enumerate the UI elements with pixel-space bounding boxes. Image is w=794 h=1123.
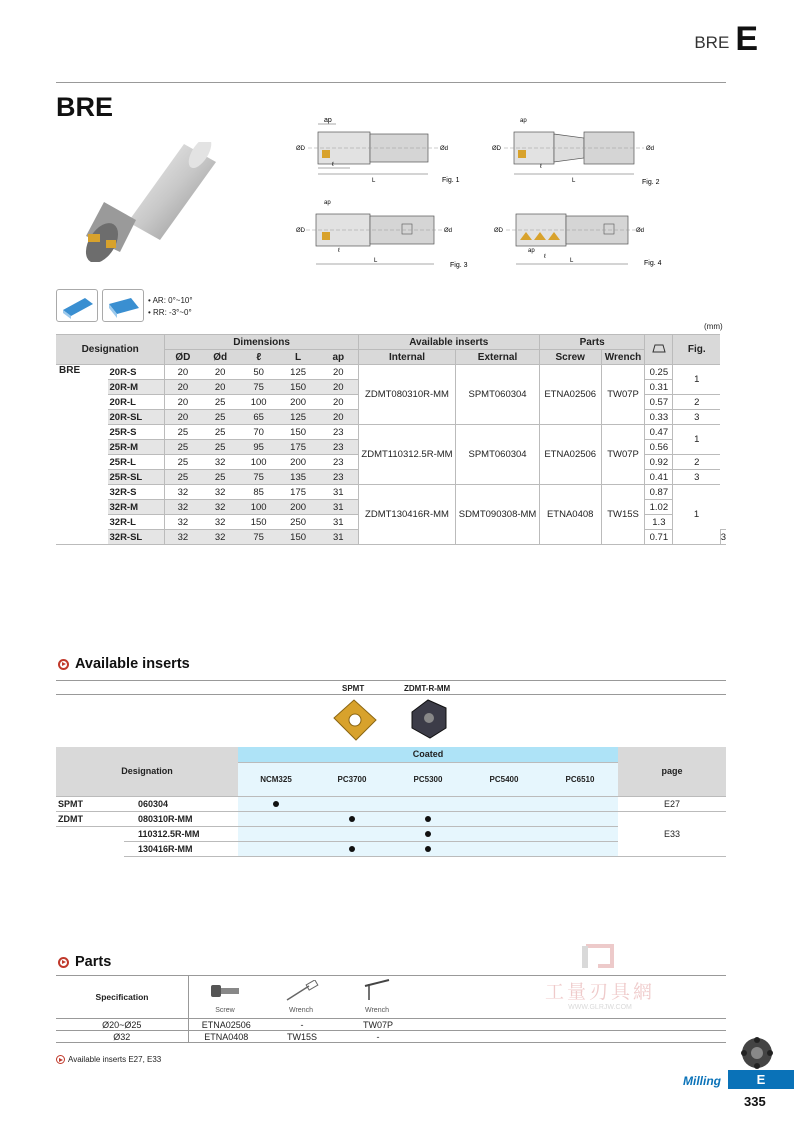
l-cell: 75 xyxy=(240,470,278,485)
grade-cell xyxy=(238,796,314,811)
parts-table xyxy=(56,1018,726,1043)
ap-cell: 31 xyxy=(319,485,358,500)
th-ap: ap xyxy=(319,350,358,365)
fig-cell: 3 xyxy=(673,410,720,425)
inserts-section-title xyxy=(58,656,190,672)
ap-cell: 31 xyxy=(319,530,358,545)
th-odd: Ød xyxy=(200,350,239,365)
insert-row xyxy=(56,811,726,826)
grade-cell xyxy=(238,826,314,841)
l-cell: 150 xyxy=(240,515,278,530)
od-cell: 20 xyxy=(165,410,201,425)
l-cell: 95 xyxy=(240,440,278,455)
page-cell: E27 xyxy=(618,796,726,811)
grade-cell xyxy=(314,796,390,811)
wrench-cell: TW07P xyxy=(601,425,645,485)
internal-cell: ZDMT080310R-MM xyxy=(358,365,456,425)
L-cell: 250 xyxy=(277,515,318,530)
grade-header: NCM325 xyxy=(238,762,314,796)
odd-cell: 25 xyxy=(200,395,239,410)
wrench-label-2: Wrench xyxy=(365,1007,389,1014)
radial-rake-text: • RR: -3°~0° xyxy=(148,308,192,317)
fig-cell: 1 xyxy=(673,485,720,545)
th-parts: Parts xyxy=(539,335,645,350)
insert-code: 060304 xyxy=(124,796,238,811)
fig4-od: ØD xyxy=(494,228,503,234)
unit-label: (mm) xyxy=(704,322,723,331)
fig4-odd: Ød xyxy=(636,228,645,234)
internal-cell: ZDMT130416R-MM xyxy=(358,485,456,545)
screw-icon xyxy=(207,980,243,1002)
grade-cell xyxy=(314,811,390,826)
th-L: L xyxy=(277,350,318,365)
screw-cell: ETNA0408 xyxy=(188,1031,264,1043)
zdmt-insert-image xyxy=(406,698,452,740)
watermark-cn: 工量刃具網 xyxy=(544,982,655,1003)
od-cell: 25 xyxy=(165,455,201,470)
spec-row xyxy=(56,425,726,440)
L-cell: 150 xyxy=(277,530,318,545)
designation-cell: 25R-SL xyxy=(108,470,165,485)
insert-type xyxy=(56,841,124,856)
l-cell: 100 xyxy=(240,500,278,515)
ap-cell: 23 xyxy=(319,470,358,485)
wrench-label-1: Wrench xyxy=(289,1007,313,1014)
od-cell: 25 xyxy=(165,470,201,485)
axial-rake-text: • AR: 0°~10° xyxy=(148,296,193,305)
designation-cell: 32R-SL xyxy=(108,530,165,545)
footer-category: Milling xyxy=(683,1074,721,1088)
fig1-ap: ap xyxy=(324,117,332,124)
ap-cell: 31 xyxy=(319,515,358,530)
insert-row xyxy=(56,796,726,811)
spec-table xyxy=(56,334,726,545)
insert-label-spmt: SPMT xyxy=(342,684,365,693)
l-cell: 75 xyxy=(240,530,278,545)
fig4-label: Fig. 4 xyxy=(644,260,662,267)
odd-cell: 25 xyxy=(200,410,239,425)
weight-cell: 0.71 xyxy=(645,530,673,545)
grade-cell xyxy=(314,826,390,841)
parts-spec-header: Specification xyxy=(95,992,149,1002)
footer-letter-tab: E xyxy=(728,1070,794,1089)
header-rule xyxy=(56,82,726,83)
wrench-cell: TW15S xyxy=(264,1031,340,1043)
technical-drawings xyxy=(294,112,674,272)
screw-cell: ETNA0408 xyxy=(539,485,601,545)
designation-cell: 25R-S xyxy=(108,425,165,440)
screw-cell: ETNA02506 xyxy=(539,425,601,485)
rake-angles xyxy=(148,295,193,319)
L-cell: 200 xyxy=(277,455,318,470)
availability-dot xyxy=(349,846,355,852)
inserts-top-rule xyxy=(56,680,726,681)
ins-th-designation: Designation xyxy=(56,747,238,796)
L-cell: 135 xyxy=(277,470,318,485)
th-fig: Fig. xyxy=(673,335,720,365)
L-cell: 200 xyxy=(277,500,318,515)
page-number: 335 xyxy=(744,1094,766,1109)
page-title: BRE xyxy=(56,92,114,122)
th-l: ℓ xyxy=(240,350,278,365)
grade-header: PC5300 xyxy=(390,762,466,796)
fig4-L: L xyxy=(570,258,574,264)
wrench-part-2 xyxy=(352,978,402,1014)
fig3-ap: ap xyxy=(324,200,331,206)
inserts-label-rule xyxy=(56,694,726,695)
grade-cell xyxy=(466,811,542,826)
odd-cell: 25 xyxy=(200,440,239,455)
section-letter: E xyxy=(735,20,758,58)
od-cell: 32 xyxy=(165,530,201,545)
l-cell: 100 xyxy=(240,395,278,410)
fig2-L: L xyxy=(572,178,576,184)
ap-cell: 20 xyxy=(319,380,358,395)
spmt-insert-image xyxy=(330,698,380,742)
empty-cell xyxy=(416,1031,726,1043)
weight-cell: 0.56 xyxy=(645,440,673,455)
L-cell: 175 xyxy=(277,485,318,500)
footnote-arrow-icon xyxy=(56,1055,65,1064)
th-internal: Internal xyxy=(358,350,456,365)
grade-header: PC6510 xyxy=(542,762,618,796)
fig4-l: ℓ xyxy=(544,254,546,260)
ins-th-page: page xyxy=(618,747,726,796)
insert-code: 110312.5R-MM xyxy=(124,826,238,841)
grade-cell xyxy=(466,796,542,811)
grade-cell xyxy=(314,841,390,856)
wrench-cell: TW07P xyxy=(601,365,645,425)
external-cell: SPMT060304 xyxy=(456,425,540,485)
weight-icon xyxy=(645,335,673,365)
fig1-L: L xyxy=(372,178,376,184)
fig-cell: 2 xyxy=(673,455,720,470)
wrench-cell: TW15S xyxy=(601,485,645,545)
section-code xyxy=(694,22,758,56)
od-cell: 25 xyxy=(165,425,201,440)
inserts-table xyxy=(56,747,726,857)
spec-cell: Ø32 xyxy=(56,1031,188,1043)
availability-dot xyxy=(425,831,431,837)
designation-cell: 20R-SL xyxy=(108,410,165,425)
ap-cell: 23 xyxy=(319,440,358,455)
fig1-l: ℓ xyxy=(332,162,334,168)
grade-cell xyxy=(390,811,466,826)
odd-cell: 20 xyxy=(200,380,239,395)
odd-cell: 32 xyxy=(200,500,239,515)
grade-cell xyxy=(390,796,466,811)
grade-cell xyxy=(542,841,618,856)
figure-3 xyxy=(296,200,468,269)
designation-cell: 25R-M xyxy=(108,440,165,455)
spec-row xyxy=(56,485,726,500)
insert-type xyxy=(56,826,124,841)
availability-dot xyxy=(349,816,355,822)
ap-cell: 20 xyxy=(319,365,358,380)
grade-cell xyxy=(466,841,542,856)
designation-cell: 25R-L xyxy=(108,455,165,470)
fig2-od: ØD xyxy=(492,146,501,152)
fig3-odd: Ød xyxy=(444,228,453,234)
L-cell: 125 xyxy=(277,365,318,380)
footnote xyxy=(56,1055,161,1064)
weight-cell: 0.57 xyxy=(645,395,673,410)
od-cell: 32 xyxy=(165,485,201,500)
internal-cell: ZDMT110312.5R-MM xyxy=(358,425,456,485)
section-arrow-icon xyxy=(58,659,69,670)
grade-cell xyxy=(238,811,314,826)
grade-cell xyxy=(542,811,618,826)
screw-label: Screw xyxy=(215,1007,235,1014)
wrench-cell: - xyxy=(264,1019,340,1031)
l-cell: 65 xyxy=(240,410,278,425)
L-cell: 200 xyxy=(277,395,318,410)
th-designation: Designation xyxy=(56,335,165,365)
designation-cell: 20R-M xyxy=(108,380,165,395)
fig1-odd: Ød xyxy=(440,146,449,152)
th-screw: Screw xyxy=(539,350,601,365)
empty-cell xyxy=(416,1019,726,1031)
weight-cell: 0.31 xyxy=(645,380,673,395)
th-dimensions: Dimensions xyxy=(165,335,358,350)
grade-cell xyxy=(390,841,466,856)
ap-cell: 23 xyxy=(319,425,358,440)
axial-rake-icon xyxy=(56,289,98,322)
fig-cell: 2 xyxy=(673,395,720,410)
L-cell: 125 xyxy=(277,410,318,425)
t-wrench-icon xyxy=(359,978,395,1002)
fig2-ap: ap xyxy=(520,118,527,124)
fig1-od: ØD xyxy=(296,146,305,152)
screw-cell: ETNA02506 xyxy=(539,365,601,425)
odd-cell: 32 xyxy=(200,455,239,470)
spec-cell: Ø20~Ø25 xyxy=(56,1019,188,1031)
fig1-label: Fig. 1 xyxy=(442,177,460,184)
odd-cell: 32 xyxy=(200,515,239,530)
od-cell: 20 xyxy=(165,365,201,380)
watermark-logo xyxy=(578,942,622,972)
radial-rake-icon xyxy=(102,289,144,322)
figure-4 xyxy=(494,214,662,267)
watermark xyxy=(520,942,680,1011)
milling-cutter-icon xyxy=(740,1036,774,1070)
L-cell: 150 xyxy=(277,425,318,440)
section-arrow-icon xyxy=(58,957,69,968)
screw-cell: ETNA02506 xyxy=(188,1019,264,1031)
external-cell: SPMT060304 xyxy=(456,365,540,425)
fig-cell: 1 xyxy=(673,425,720,455)
od-cell: 20 xyxy=(165,380,201,395)
od-cell: 32 xyxy=(165,500,201,515)
weight-cell: 0.33 xyxy=(645,410,673,425)
weight-cell: 1.02 xyxy=(645,500,673,515)
fig-cell: 3 xyxy=(673,470,720,485)
watermark-url: WWW.GLRJW.COM xyxy=(568,1004,632,1011)
availability-dot xyxy=(425,846,431,852)
screwdriver-icon xyxy=(283,980,319,1002)
ap-cell: 31 xyxy=(319,500,358,515)
parts-section-title xyxy=(58,954,111,970)
ap-cell: 20 xyxy=(319,410,358,425)
availability-dot xyxy=(273,801,279,807)
availability-dot xyxy=(425,816,431,822)
od-cell: 32 xyxy=(165,515,201,530)
fig3-od: ØD xyxy=(296,228,305,234)
grade-cell xyxy=(390,826,466,841)
odd-cell: 25 xyxy=(200,425,239,440)
family-cell: BRE xyxy=(56,365,108,545)
fig3-l: ℓ xyxy=(338,248,340,254)
figure-1 xyxy=(296,117,460,184)
th-available: Available inserts xyxy=(358,335,539,350)
insert-code: 130416R-MM xyxy=(124,841,238,856)
fig3-L: L xyxy=(374,258,378,264)
ins-th-coated: Coated xyxy=(238,747,618,762)
insert-type: ZDMT xyxy=(56,811,124,826)
weight-cell: 0.87 xyxy=(645,485,673,500)
ap-cell: 23 xyxy=(319,455,358,470)
designation-cell: 32R-L xyxy=(108,515,165,530)
insert-type: SPMT xyxy=(56,796,124,811)
L-cell: 150 xyxy=(277,380,318,395)
fig-cell: 3 xyxy=(720,531,726,543)
designation-cell: 20R-L xyxy=(108,395,165,410)
designation-cell: 20R-S xyxy=(108,365,165,380)
weight-cell: 0.47 xyxy=(645,425,673,440)
ap-cell: 20 xyxy=(319,395,358,410)
od-cell: 20 xyxy=(165,395,201,410)
fig-cell: 1 xyxy=(673,365,720,395)
th-external: External xyxy=(456,350,540,365)
parts-title-text: Parts xyxy=(75,954,112,970)
fig2-l: ℓ xyxy=(540,164,542,170)
weight-cell: 0.25 xyxy=(645,365,673,380)
l-cell: 100 xyxy=(240,455,278,470)
weight-cell: 0.92 xyxy=(645,455,673,470)
designation-cell: 32R-M xyxy=(108,500,165,515)
wrench2-cell: - xyxy=(340,1031,416,1043)
l-cell: 85 xyxy=(240,485,278,500)
external-cell: SDMT090308-MM xyxy=(456,485,540,545)
odd-cell: 32 xyxy=(200,530,239,545)
grade-cell xyxy=(542,826,618,841)
parts-divider xyxy=(188,976,189,1018)
odd-cell: 20 xyxy=(200,365,239,380)
wrench2-cell: TW07P xyxy=(340,1019,416,1031)
grade-cell xyxy=(542,796,618,811)
l-cell: 75 xyxy=(240,380,278,395)
parts-row xyxy=(56,1031,726,1043)
grade-header: PC3700 xyxy=(314,762,390,796)
weight-cell: 1.3 xyxy=(645,515,673,530)
fig2-label: Fig. 2 xyxy=(642,179,660,186)
fig3-label: Fig. 3 xyxy=(450,262,468,269)
wrench-part-1 xyxy=(276,980,326,1014)
inserts-title-text: Available inserts xyxy=(75,656,190,672)
spec-row xyxy=(56,365,726,380)
weight-cell: 0.41 xyxy=(645,470,673,485)
th-wrench: Wrench xyxy=(601,350,645,365)
th-od: ØD xyxy=(165,350,201,365)
fig2-odd: Ød xyxy=(646,146,655,152)
grade-cell xyxy=(466,826,542,841)
screw-part xyxy=(200,980,250,1014)
l-cell: 50 xyxy=(240,365,278,380)
odd-cell: 32 xyxy=(200,485,239,500)
L-cell: 175 xyxy=(277,440,318,455)
grade-header: PC5400 xyxy=(466,762,542,796)
designation-cell: 32R-S xyxy=(108,485,165,500)
insert-code: 080310R-MM xyxy=(124,811,238,826)
figure-2 xyxy=(492,118,660,186)
tool-image xyxy=(74,142,224,262)
l-cell: 70 xyxy=(240,425,278,440)
od-cell: 25 xyxy=(165,440,201,455)
parts-row xyxy=(56,1019,726,1031)
footnote-text: Available inserts E27, E33 xyxy=(68,1055,162,1064)
fig4-ap: ap xyxy=(528,248,535,254)
odd-cell: 25 xyxy=(200,470,239,485)
section-name: BRE xyxy=(694,33,730,52)
grade-cell xyxy=(238,841,314,856)
insert-label-zdmt: ZDMT-R-MM xyxy=(404,684,451,693)
page-cell: E33 xyxy=(618,811,726,856)
